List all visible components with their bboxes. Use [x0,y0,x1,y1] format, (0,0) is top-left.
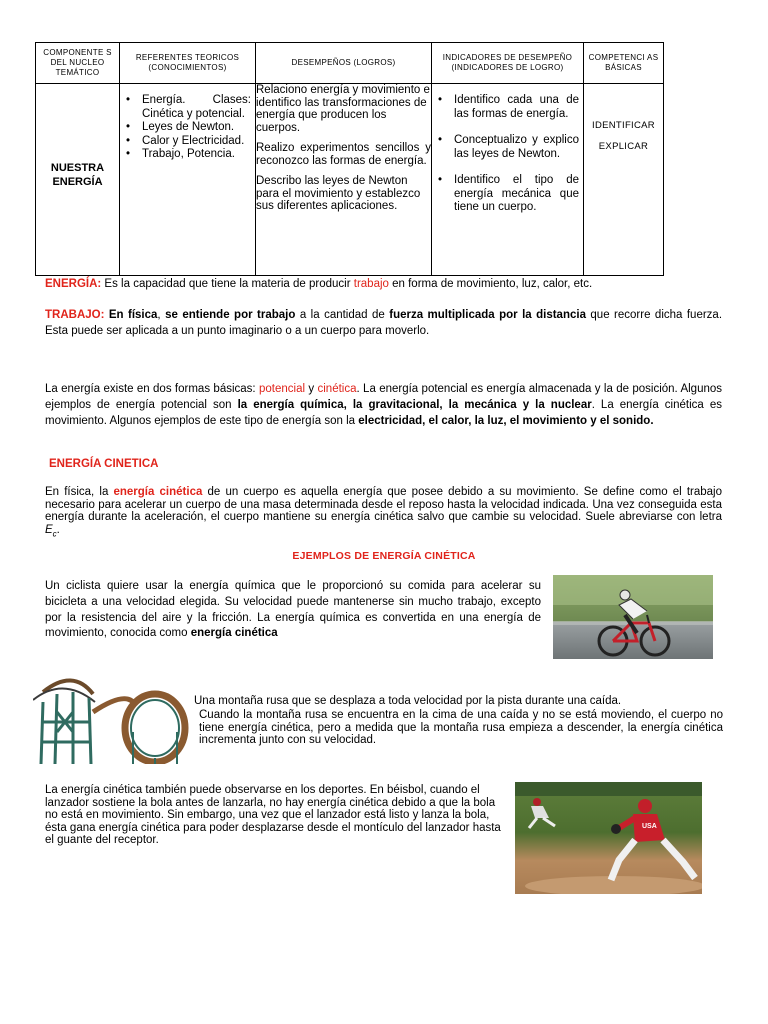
body-text: que recorre dicha fuerza. Esta puede ser aplicada a un punto imaginario o a un cuerpo para moverlo. [45,309,723,337]
list-item: • Trabajo, Potencia. [120,148,251,162]
list-item: • Conceptualizo y explico las leyes de Newton. [432,134,579,161]
energia-text: en forma de movimiento, luz, calor, etc. [388,278,593,290]
body-text: a la cantidad de [295,309,390,321]
trabajo-definition [45,307,722,339]
desempeno-text: Relaciono energía y movimiento e identifico las transformaciones de energía que producen los cuerpos. [256,84,430,134]
trabajo-label: TRABAJO: [45,309,105,321]
potencial-link[interactable]: potencial [258,383,306,395]
pitcher-image [515,782,702,894]
symbol-subscript: c [52,528,57,538]
body-text: de un cuerpo es aquella energía que posee debido a su movimiento. Se define como el trabajo necesario para acelerar un cuerpo de una masa determinada desde el reposo hasta la velocidad indicada. Una vez conseguida esta energía durante la aceleración, el cuerpo mantiene su energía cinética salvo que cambie su velocidad. Suele abreviarse con letra [45,486,722,523]
indicadores-cell [432,84,584,276]
formas-paragraph [45,381,722,429]
bold-text: energía cinética [190,627,278,640]
body-text: . La energía cinética es movimiento. Algunos ejemplos de este tipo de energía son la [45,399,722,427]
body-text: En física, la [45,486,114,498]
bold-text: fuerza multiplicada por la distancia [389,309,586,321]
competencia-label: EXPLICAR [598,141,649,152]
table-header: INDICADORES DE DESEMPEÑO (INDICADORES DE LOGRO) [432,43,584,84]
cinetica-term: energía cinética [113,486,203,498]
indicadores-list [432,94,583,215]
theme-cell [36,84,120,276]
rollercoaster-image [33,672,193,764]
table-header: REFERENTES TEORICOS (CONOCIMIENTOS) [120,43,256,84]
symbol-e: E [45,523,53,536]
trabajo-link[interactable]: trabajo [353,278,389,290]
body-text: . La energía potencial es energía almacenada y la de posición. Algunos ejemplos de energía potencial son [45,383,723,411]
list-item: • Energía. Clases: Cinética y potencial. [120,94,251,121]
cinetica-definition [45,486,722,540]
bold-text: electricidad, el calor, la luz, el movimiento y el sonido. [358,415,654,427]
pitcher-photo [515,782,702,894]
rollercoaster-photo [33,672,193,764]
body-text: y [305,383,318,395]
cyclist-image [553,575,713,659]
body-text: . [56,523,60,536]
table-header: COMPONENTE S DEL NUCLEO TEMÁTICO [36,43,120,84]
cinetica-link[interactable]: cinética [317,383,357,395]
montana-paragraph: Cuando la montaña rusa se encuentra en la cima de una caída y no se está moviendo, el cuerpo no tiene energía cinética, pero a medida que la montaña rusa empieza a descender, la energía cinética incrementa junto con su velocidad. [199,709,723,746]
competencias-cell [584,84,664,276]
bold-text: la energía química, la gravitacional, la mecánica y la nuclear [237,399,592,411]
referentes-list [120,94,255,162]
energia-label: ENERGÍA: [45,278,102,290]
desempeno-text: Describo las leyes de Newton para el movimiento y establezco sus diferentes aplicaciones. [256,175,421,212]
jersey-text: USA [642,823,657,830]
ejemplos-heading: EJEMPLOS DE ENERGÍA CINÉTICA [292,550,476,562]
list-item: • Identifico cada una de las formas de energía. [432,94,579,121]
list-item: • Identifico el tipo de energía mecánica que tiene un cuerpo. [432,174,579,215]
deportes-paragraph: La energía cinética también puede observarse en los deportes. En béisbol, cuando el lanzador sostiene la bola antes de lanzarla, no hay energía cinética debido a que la bola no está en movimiento. Sin embargo, una vez que el lanzador está listo y lanza la bola, ésta gana energía cinética para poder desplazarse desde el montículo del lanzador hasta el guante del receptor. [45,784,501,846]
cinetica-heading: ENERGÍA CINETICA [49,458,159,470]
body-text: La energía existe en dos formas básicas: [45,383,259,395]
desempenos-cell [256,84,432,276]
ciclista-paragraph [45,579,541,642]
table-header-row [36,43,664,84]
bold-text: En física [104,309,158,321]
curriculum-table [35,42,664,276]
bold-text: se entiende por trabajo [165,309,296,321]
table-header: COMPETENCI AS BÁSICAS [584,43,664,84]
list-item: • Leyes de Newton. [120,121,251,135]
list-item: • Calor y Electricidad. [120,135,251,149]
table-header: DESEMPEÑOS (LOGROS) [256,43,432,84]
cyclist-photo [553,575,713,659]
referentes-cell [120,84,256,276]
desempeno-text: Realizo experimentos sencillos y reconozco las formas de energía. [256,142,431,167]
theme-name: NUESTRA ENERGÍA [50,161,105,188]
body-text: Un ciclista quiere usar la energía química que le proporcionó su comida para acelerar su bicicleta a una velocidad elegida. Su velocidad puede mantenerse sin mucho trabajo, excepto por la resistencia del aire y la fricción. La energía química es convertida en una energía de movimiento, conocida como [45,580,541,640]
table-row [36,84,664,276]
energia-text: Es la capacidad que tiene la materia de producir [101,278,354,290]
montana-line1: Una montaña rusa que se desplaza a toda velocidad por la pista durante una caída. [194,695,622,707]
competencia-label: IDENTIFICAR [592,120,655,131]
body-text: , [157,309,166,321]
energia-definition [45,277,725,293]
